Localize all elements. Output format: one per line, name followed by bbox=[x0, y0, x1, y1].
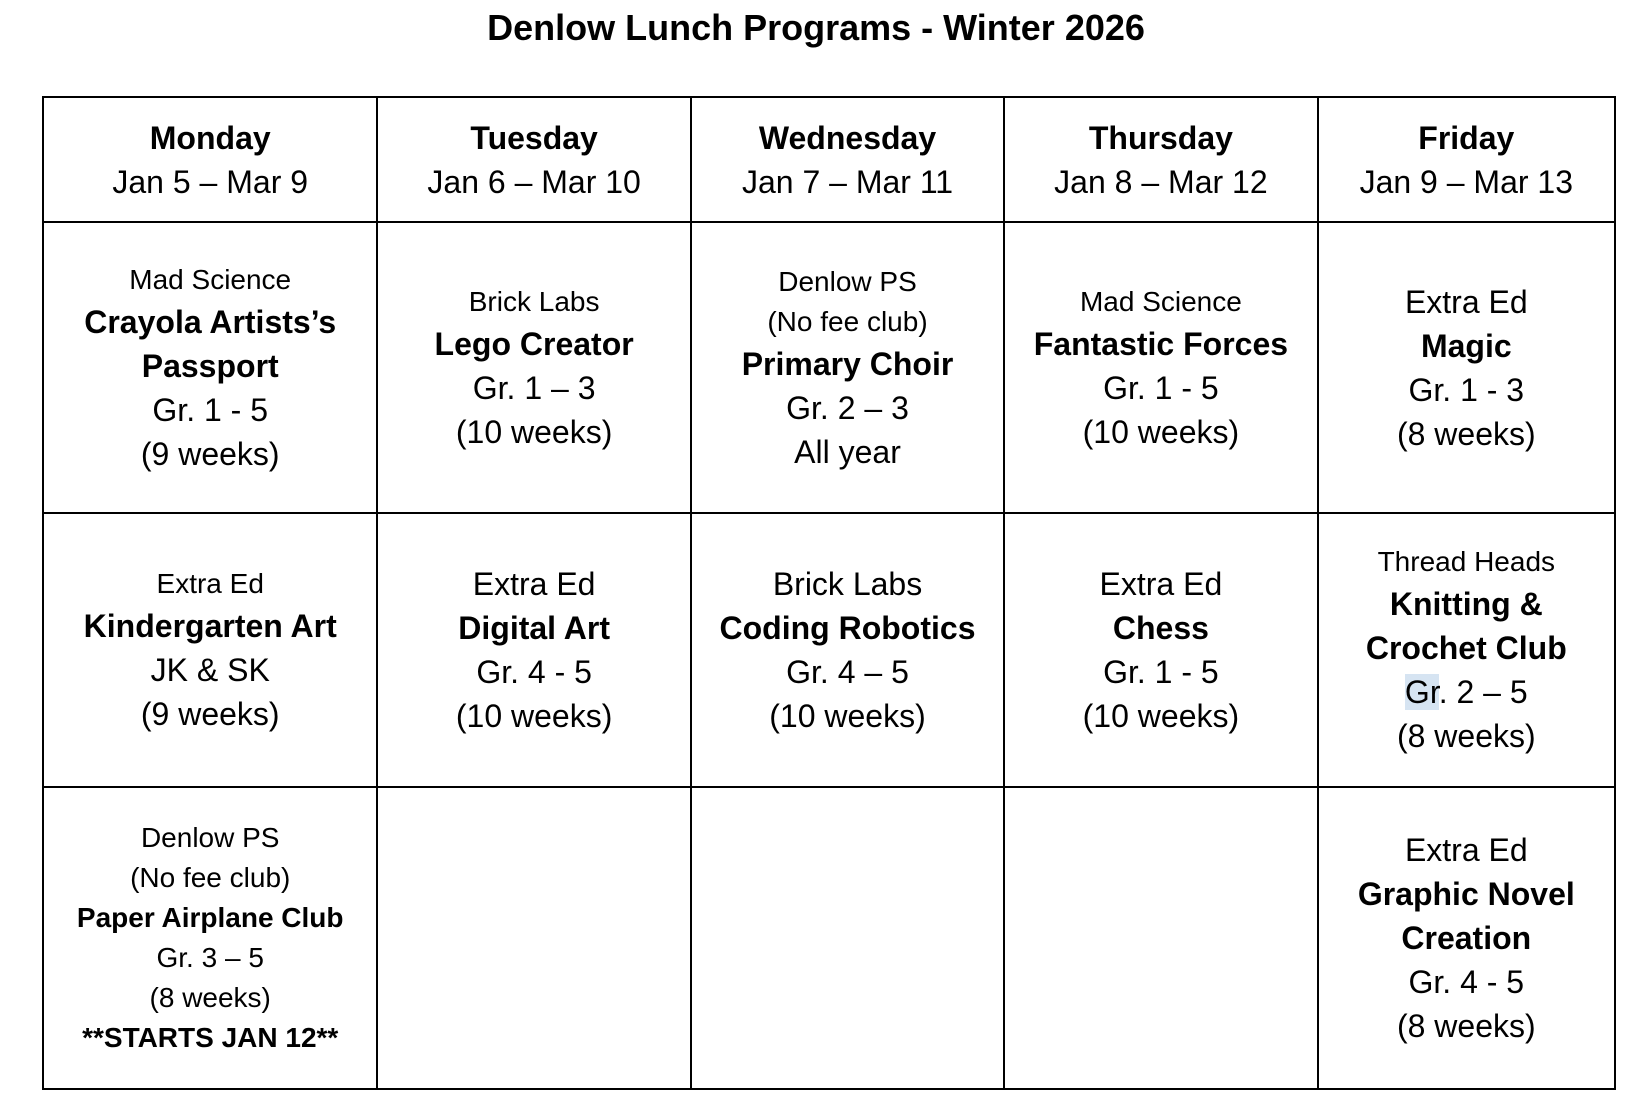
header-cell-wednesday bbox=[691, 97, 1004, 222]
day-name: Thursday bbox=[1088, 119, 1233, 156]
program-grades: Gr. 4 – 5 bbox=[786, 654, 909, 690]
program-row-2 bbox=[43, 513, 1615, 787]
program-name: Creation bbox=[1401, 920, 1532, 956]
program-name: Coding Robotics bbox=[719, 610, 976, 646]
program-cell-thursday-1 bbox=[1004, 222, 1317, 513]
day-name: Tuesday bbox=[470, 119, 598, 156]
schedule-table bbox=[42, 96, 1616, 1090]
program-grades: JK & SK bbox=[150, 652, 270, 688]
day-range: Jan 6 – Mar 10 bbox=[427, 163, 641, 200]
program-duration: (8 weeks) bbox=[1396, 415, 1536, 452]
program-duration: (9 weeks) bbox=[140, 435, 280, 472]
header-cell-friday bbox=[1318, 97, 1615, 222]
program-grades: Gr. 1 - 5 bbox=[152, 391, 268, 428]
day-range: Jan 7 – Mar 11 bbox=[741, 163, 954, 200]
day-range: Jan 8 – Mar 12 bbox=[1054, 163, 1268, 200]
text-selection-highlight: Gr bbox=[1404, 674, 1439, 710]
program-grades: Gr. 1 - 5 bbox=[1103, 654, 1219, 690]
empty-cell-thursday-3 bbox=[1004, 787, 1317, 1089]
program-duration: (10 weeks) bbox=[455, 413, 613, 450]
program-name: Crochet Club bbox=[1365, 630, 1567, 666]
program-fee-note: (No fee club) bbox=[130, 862, 291, 893]
day-name: Friday bbox=[1418, 119, 1515, 156]
program-cell-monday-2 bbox=[43, 513, 377, 787]
program-provider: Extra Ed bbox=[1099, 566, 1223, 602]
header-cell-monday bbox=[43, 97, 377, 222]
header-cell-tuesday bbox=[377, 97, 690, 222]
program-duration: (10 weeks) bbox=[1082, 413, 1240, 450]
program-note: **STARTS JAN 12** bbox=[82, 1022, 339, 1053]
program-name: Knitting & bbox=[1389, 586, 1543, 622]
program-name: Chess bbox=[1112, 610, 1209, 646]
program-duration: (10 weeks) bbox=[455, 698, 613, 734]
program-duration: (8 weeks) bbox=[149, 982, 271, 1013]
program-duration: All year bbox=[794, 433, 901, 470]
page-title: Denlow Lunch Programs - Winter 2026 bbox=[487, 7, 1145, 48]
program-provider: Denlow PS bbox=[140, 822, 280, 853]
program-row-1 bbox=[43, 222, 1615, 513]
program-grades: Gr. 1 - 5 bbox=[1103, 369, 1219, 406]
program-name: Paper Airplane Club bbox=[76, 902, 344, 933]
program-cell-tuesday-1 bbox=[377, 222, 690, 513]
program-cell-friday-1 bbox=[1318, 222, 1615, 513]
program-provider: Extra Ed bbox=[156, 568, 264, 599]
program-grades: Gr. 1 - 3 bbox=[1408, 371, 1525, 408]
program-duration: (8 weeks) bbox=[1396, 1008, 1536, 1044]
empty-cell-wednesday-3 bbox=[691, 787, 1004, 1089]
program-provider: Denlow PS bbox=[778, 265, 917, 297]
program-provider: Mad Science bbox=[1079, 285, 1242, 317]
program-name: Crayola Artists’s bbox=[84, 303, 337, 340]
day-range: Jan 9 – Mar 13 bbox=[1359, 163, 1574, 200]
program-row-3 bbox=[43, 787, 1615, 1089]
program-provider: Brick Labs bbox=[772, 566, 923, 602]
program-provider: Thread Heads bbox=[1377, 546, 1556, 577]
day-name: Wednesday bbox=[758, 119, 937, 156]
program-cell-tuesday-2 bbox=[377, 513, 690, 787]
program-provider: Extra Ed bbox=[1404, 832, 1528, 868]
program-name: Passport bbox=[141, 347, 279, 384]
program-name: Digital Art bbox=[458, 610, 610, 646]
program-cell-thursday-2 bbox=[1004, 513, 1317, 787]
program-grades bbox=[1325, 670, 1608, 714]
program-name: Lego Creator bbox=[434, 325, 634, 362]
program-name: Magic bbox=[1420, 327, 1512, 364]
program-grades: Gr. 4 - 5 bbox=[476, 654, 592, 690]
header-cell-thursday bbox=[1004, 97, 1317, 222]
empty-cell-tuesday-3 bbox=[377, 787, 690, 1089]
program-duration: (10 weeks) bbox=[1082, 698, 1240, 734]
program-fee-note: (No fee club) bbox=[767, 305, 928, 337]
program-grades: Gr. 3 – 5 bbox=[156, 942, 264, 973]
program-provider: Extra Ed bbox=[1404, 283, 1528, 320]
program-duration: (8 weeks) bbox=[1396, 718, 1536, 754]
program-name: Fantastic Forces bbox=[1033, 325, 1289, 362]
program-cell-wednesday-2 bbox=[691, 513, 1004, 787]
program-grades: Gr. 4 - 5 bbox=[1408, 964, 1525, 1000]
header-row bbox=[43, 97, 1615, 222]
program-duration: (9 weeks) bbox=[140, 696, 280, 732]
program-provider: Brick Labs bbox=[468, 285, 600, 317]
program-grades: Gr. 1 – 3 bbox=[472, 369, 596, 406]
program-provider: Mad Science bbox=[129, 263, 292, 295]
program-name: Graphic Novel bbox=[1357, 876, 1575, 912]
program-cell-monday-3 bbox=[43, 787, 377, 1089]
day-name: Monday bbox=[149, 119, 271, 156]
program-cell-friday-2 bbox=[1318, 513, 1615, 787]
program-cell-friday-3 bbox=[1318, 787, 1615, 1089]
program-name: Primary Choir bbox=[741, 345, 954, 382]
program-grades: Gr. 2 – 3 bbox=[786, 389, 909, 426]
program-cell-monday-1 bbox=[43, 222, 377, 513]
program-cell-wednesday-1 bbox=[691, 222, 1004, 513]
program-provider: Extra Ed bbox=[472, 566, 596, 602]
program-grades-rest: . 2 – 5 bbox=[1438, 674, 1528, 710]
day-range: Jan 5 – Mar 9 bbox=[112, 163, 309, 200]
program-name: Kindergarten Art bbox=[83, 608, 337, 644]
program-duration: (10 weeks) bbox=[769, 698, 926, 734]
